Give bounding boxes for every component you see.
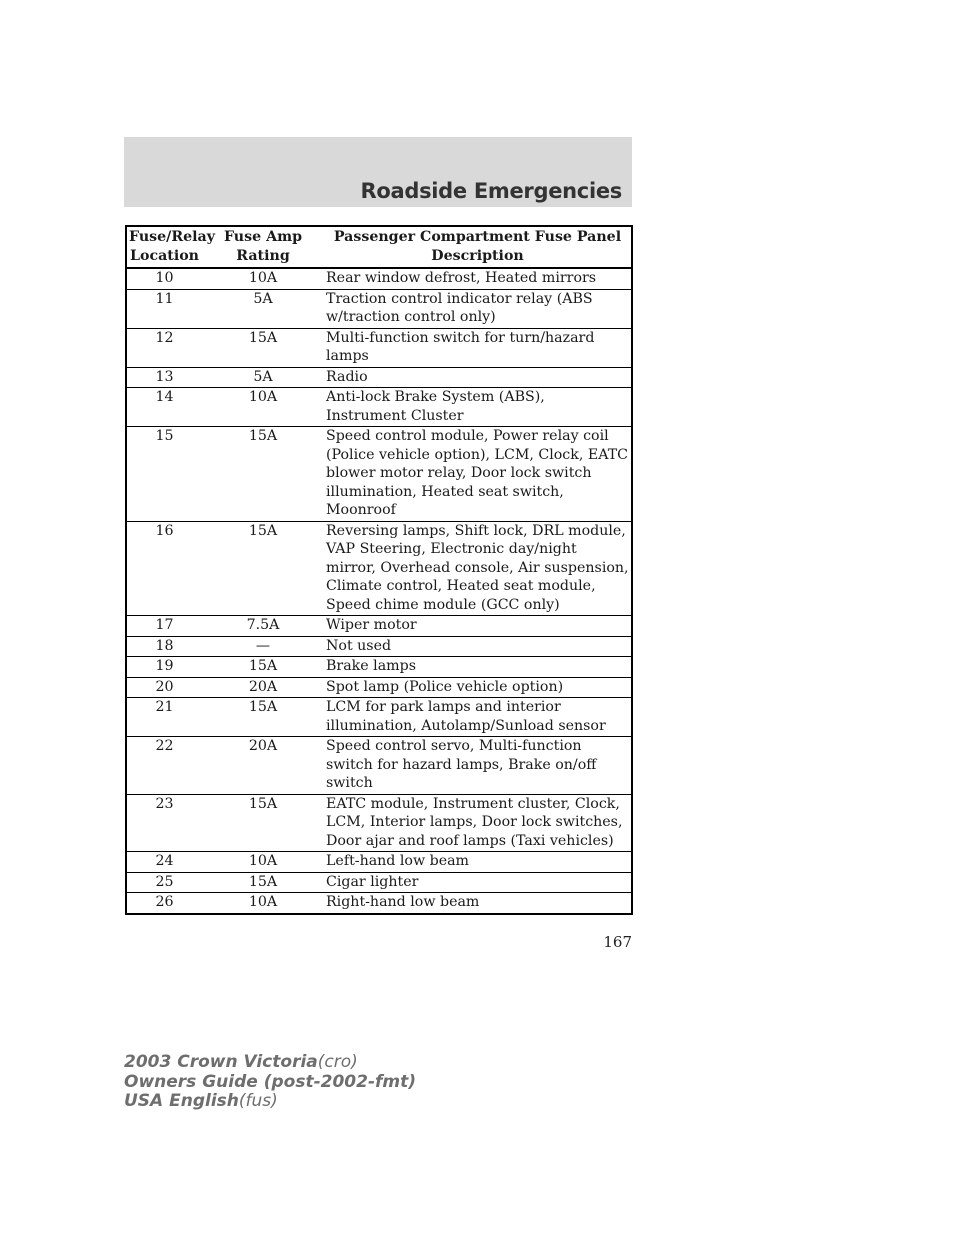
cell-rating: 15A xyxy=(202,427,324,522)
cell-location: 21 xyxy=(126,698,202,737)
table-row xyxy=(126,636,632,657)
cell-rating: 20A xyxy=(202,737,324,795)
cell-rating: 15A xyxy=(202,657,324,678)
cell-description: Brake lamps xyxy=(324,657,632,678)
cell-description: Multi-function switch for turn/hazard lamps xyxy=(324,328,632,367)
table-row xyxy=(126,794,632,852)
cell-description: Speed control servo, Multi-function switch for hazard lamps, Brake on/off switch xyxy=(324,737,632,795)
cell-description: Cigar lighter xyxy=(324,872,632,893)
footer-model-text: 2003 Crown Victoria xyxy=(124,1052,318,1072)
cell-rating: 5A xyxy=(202,289,324,328)
table-row xyxy=(126,388,632,427)
document-footer xyxy=(124,1053,416,1112)
cell-rating: 20A xyxy=(202,677,324,698)
cell-description: Speed control module, Power relay coil (Police vehicle option), LCM, Clock, EATC blower motor relay, Door lock switch illumination, Heated seat switch, Moonroof xyxy=(324,427,632,522)
cell-location: 19 xyxy=(126,657,202,678)
footer-guide-text: Owners Guide (post-2002-fmt) xyxy=(124,1071,417,1092)
table-row xyxy=(126,657,632,678)
table-row xyxy=(126,268,632,289)
table-row xyxy=(126,367,632,388)
cell-description: Radio xyxy=(324,367,632,388)
table-row xyxy=(126,737,632,795)
cell-rating: 5A xyxy=(202,367,324,388)
table-row xyxy=(126,872,632,893)
footer-line-model xyxy=(124,1053,416,1073)
footer-language-text: USA English xyxy=(124,1091,239,1111)
cell-location: 23 xyxy=(126,794,202,852)
table-row xyxy=(126,677,632,698)
cell-rating: 15A xyxy=(202,328,324,367)
cell-location: 17 xyxy=(126,616,202,637)
fuse-table xyxy=(125,225,633,915)
footer-line-guide xyxy=(124,1073,416,1093)
cell-description: EATC module, Instrument cluster, Clock, LCM, Interior lamps, Door lock switches, Door ajar and roof lamps (Taxi vehicles) xyxy=(324,794,632,852)
table-header-row xyxy=(126,226,632,268)
table-row xyxy=(126,698,632,737)
cell-location: 12 xyxy=(126,328,202,367)
page-number: 167 xyxy=(603,933,632,951)
table-row xyxy=(126,427,632,522)
table-row xyxy=(126,852,632,873)
cell-location: 26 xyxy=(126,893,202,914)
cell-location: 13 xyxy=(126,367,202,388)
table-body xyxy=(126,268,632,914)
cell-location: 14 xyxy=(126,388,202,427)
cell-rating: 10A xyxy=(202,893,324,914)
cell-rating: — xyxy=(202,636,324,657)
cell-rating: 10A xyxy=(202,268,324,289)
cell-rating: 15A xyxy=(202,521,324,616)
cell-description: Spot lamp (Police vehicle option) xyxy=(324,677,632,698)
table-row xyxy=(126,893,632,914)
table-row xyxy=(126,328,632,367)
cell-location: 20 xyxy=(126,677,202,698)
cell-rating: 15A xyxy=(202,794,324,852)
cell-description: Wiper motor xyxy=(324,616,632,637)
cell-description: Not used xyxy=(324,636,632,657)
cell-location: 10 xyxy=(126,268,202,289)
cell-location: 16 xyxy=(126,521,202,616)
footer-line-language xyxy=(124,1092,416,1112)
cell-description: Rear window defrost, Heated mirrors xyxy=(324,268,632,289)
table-row xyxy=(126,289,632,328)
cell-description: Anti-lock Brake System (ABS), Instrument Cluster xyxy=(324,388,632,427)
section-title: Roadside Emergencies xyxy=(360,179,622,203)
cell-location: 24 xyxy=(126,852,202,873)
footer-language-code: (fus) xyxy=(238,1091,278,1111)
cell-rating: 15A xyxy=(202,872,324,893)
header-rating: Fuse Amp Rating xyxy=(202,226,324,268)
table-row xyxy=(126,616,632,637)
cell-description: Left-hand low beam xyxy=(324,852,632,873)
cell-location: 22 xyxy=(126,737,202,795)
cell-description: LCM for park lamps and interior illumination, Autolamp/Sunload sensor xyxy=(324,698,632,737)
footer-model-code: (cro) xyxy=(317,1052,358,1072)
cell-description: Reversing lamps, Shift lock, DRL module, VAP Steering, Electronic day/night mirror, Overhead console, Air suspension, Climate control, Heated seat module, Speed chime module (GCC only) xyxy=(324,521,632,616)
cell-location: 15 xyxy=(126,427,202,522)
cell-location: 18 xyxy=(126,636,202,657)
cell-description: Traction control indicator relay (ABS w/traction control only) xyxy=(324,289,632,328)
cell-location: 25 xyxy=(126,872,202,893)
header-location: Fuse/Relay Location xyxy=(126,226,202,268)
cell-location: 11 xyxy=(126,289,202,328)
table-row xyxy=(126,521,632,616)
cell-rating: 10A xyxy=(202,852,324,873)
cell-description: Right-hand low beam xyxy=(324,893,632,914)
cell-rating: 15A xyxy=(202,698,324,737)
header-description: Passenger Compartment Fuse Panel Description xyxy=(324,226,632,268)
cell-rating: 7.5A xyxy=(202,616,324,637)
section-header-band xyxy=(124,137,632,207)
cell-rating: 10A xyxy=(202,388,324,427)
